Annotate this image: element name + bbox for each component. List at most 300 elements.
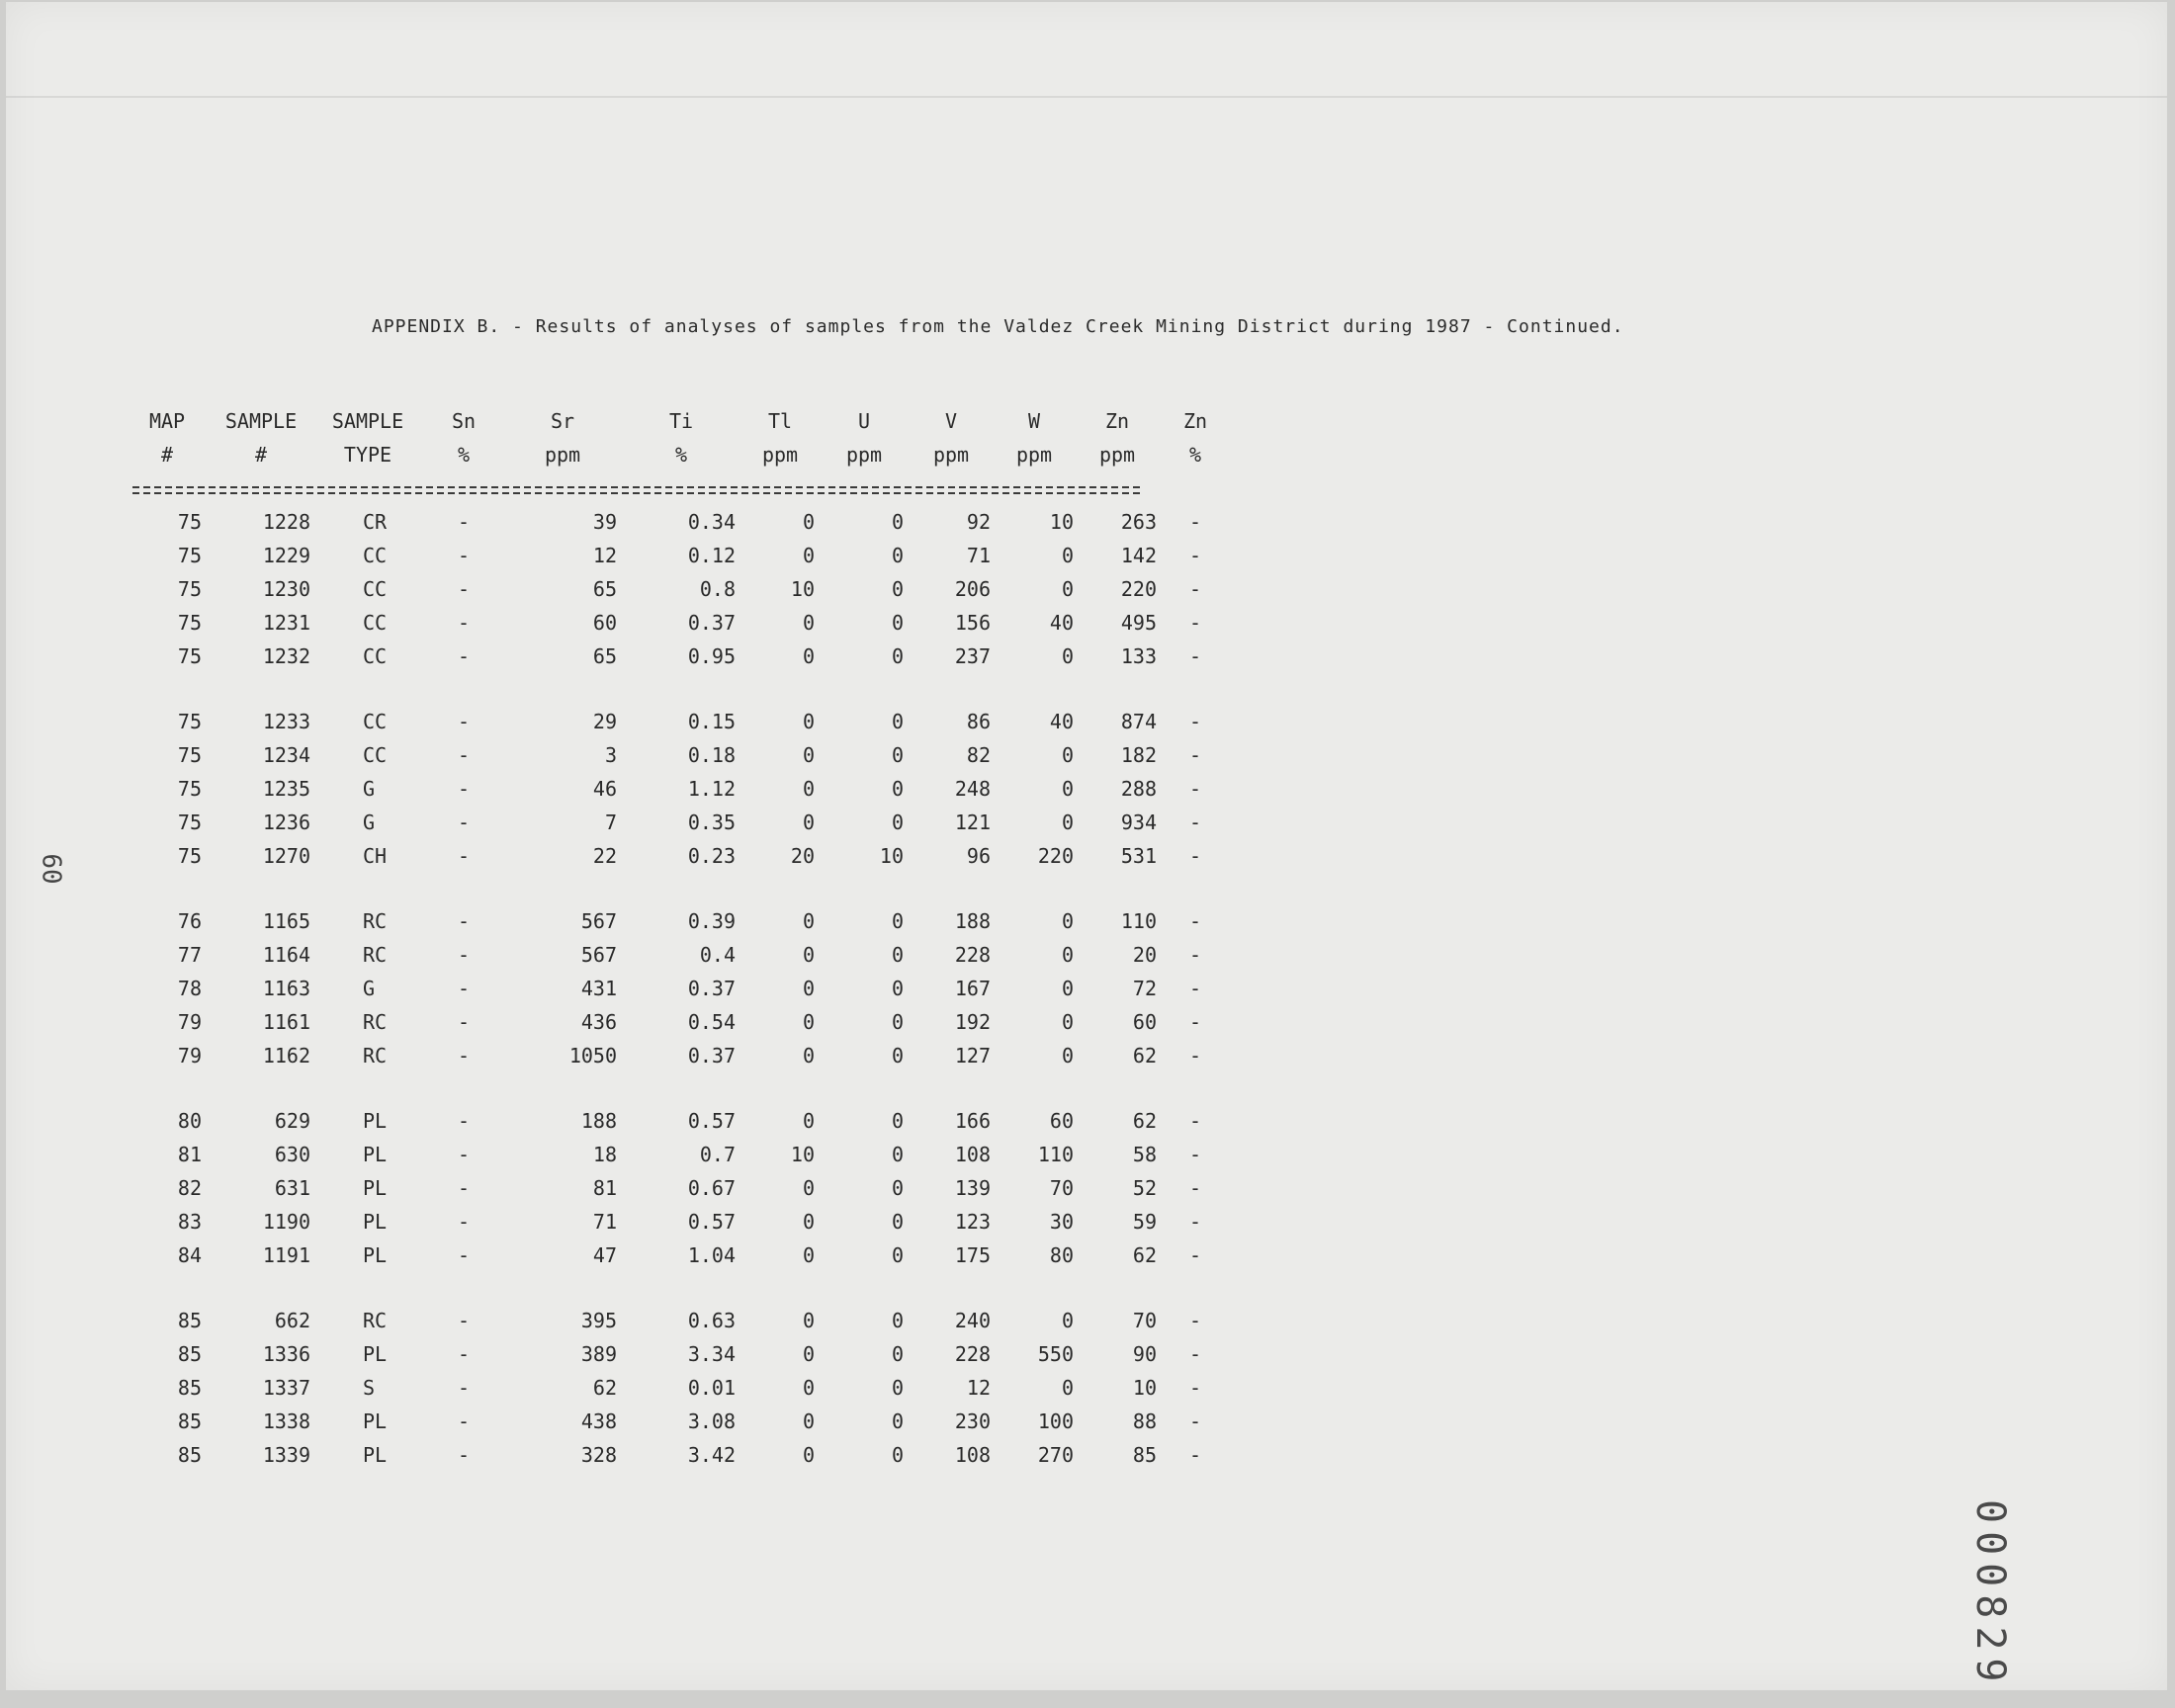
table-cell: 79 bbox=[177, 1044, 202, 1068]
table-cell: 85 bbox=[177, 1309, 202, 1332]
table-cell: 70 bbox=[1132, 1309, 1157, 1332]
column-header: Sr bbox=[550, 409, 575, 433]
table-cell: - bbox=[1188, 811, 1202, 834]
column-header: Ti bbox=[668, 409, 694, 433]
table-row bbox=[132, 1309, 1202, 1342]
table-cell: - bbox=[1188, 943, 1202, 967]
table-cell: 0 bbox=[802, 644, 815, 668]
table-cell: 7 bbox=[604, 811, 617, 834]
table-cell: 240 bbox=[954, 1309, 991, 1332]
table-cell: 0 bbox=[802, 1243, 815, 1267]
table-cell: G bbox=[363, 977, 376, 1000]
table-cell: 192 bbox=[954, 1010, 991, 1034]
table-cell: 0 bbox=[891, 1409, 904, 1433]
table-cell: 1229 bbox=[262, 544, 310, 567]
table-cell: 0 bbox=[802, 1210, 815, 1234]
table-cell: PL bbox=[363, 1109, 388, 1133]
table-cell: 85 bbox=[177, 1443, 202, 1467]
table-cell: 96 bbox=[966, 844, 991, 868]
table-cell: 72 bbox=[1132, 977, 1157, 1000]
table-cell: 0 bbox=[891, 544, 904, 567]
table-cell: 46 bbox=[592, 777, 617, 801]
table-cell: 127 bbox=[954, 1044, 991, 1068]
table-cell: 139 bbox=[954, 1176, 991, 1200]
table-cell: 0 bbox=[1061, 909, 1074, 933]
table-cell: 0 bbox=[802, 909, 815, 933]
table-cell: - bbox=[457, 1443, 471, 1467]
table-cell: 0 bbox=[891, 644, 904, 668]
table-cell: 110 bbox=[1037, 1143, 1074, 1166]
table-cell: 76 bbox=[177, 909, 202, 933]
table-cell: 0.54 bbox=[687, 1010, 736, 1034]
table-row bbox=[132, 1010, 1202, 1044]
table-cell: CC bbox=[363, 611, 388, 635]
table-cell: PL bbox=[363, 1143, 388, 1166]
table-cell: 0 bbox=[891, 1342, 904, 1366]
table-cell: 12 bbox=[966, 1376, 991, 1400]
table-cell: 121 bbox=[954, 811, 991, 834]
column-unit: % bbox=[1188, 443, 1202, 467]
table-cell: 62 bbox=[1132, 1109, 1157, 1133]
table-cell: 3.34 bbox=[687, 1342, 736, 1366]
table-cell: 0 bbox=[802, 1010, 815, 1034]
table-cell: 85 bbox=[177, 1376, 202, 1400]
table-cell: 0.37 bbox=[687, 611, 736, 635]
table-cell: 75 bbox=[177, 710, 202, 733]
column-header: Sn bbox=[451, 409, 477, 433]
table-cell: - bbox=[1188, 743, 1202, 767]
table-cell: 550 bbox=[1037, 1342, 1074, 1366]
table-cell: 0 bbox=[891, 1243, 904, 1267]
table-cell: 0 bbox=[802, 1409, 815, 1433]
table-cell: 1232 bbox=[262, 644, 310, 668]
table-cell: 0.12 bbox=[687, 544, 736, 567]
table-cell: 1234 bbox=[262, 743, 310, 767]
table-cell: - bbox=[457, 544, 471, 567]
table-row bbox=[132, 844, 1202, 878]
table-cell: 0 bbox=[802, 544, 815, 567]
table-cell: 10 bbox=[790, 577, 815, 601]
table-cell: 438 bbox=[580, 1409, 617, 1433]
table-cell: 0 bbox=[891, 577, 904, 601]
table-cell: - bbox=[457, 1210, 471, 1234]
table-cell: 40 bbox=[1049, 611, 1074, 635]
table-row bbox=[132, 544, 1202, 577]
table-cell: 0 bbox=[891, 710, 904, 733]
table-cell: 85 bbox=[177, 1342, 202, 1366]
table-cell: 0 bbox=[802, 1109, 815, 1133]
column-unit: % bbox=[674, 443, 688, 467]
table-row bbox=[132, 644, 1202, 678]
table-cell: 22 bbox=[592, 844, 617, 868]
table-cell: 220 bbox=[1120, 577, 1157, 601]
table-cell: CR bbox=[363, 510, 388, 534]
table-cell: G bbox=[363, 777, 376, 801]
table-cell: 934 bbox=[1120, 811, 1157, 834]
table-cell: CH bbox=[363, 844, 388, 868]
table-cell: 0 bbox=[1061, 1309, 1074, 1332]
table-cell: - bbox=[1188, 611, 1202, 635]
table-cell: 567 bbox=[580, 943, 617, 967]
table-cell: 0.7 bbox=[699, 1143, 736, 1166]
table-row bbox=[132, 1243, 1202, 1277]
table-cell: 0 bbox=[891, 743, 904, 767]
table-row bbox=[132, 1342, 1202, 1376]
group-spacer bbox=[132, 878, 1141, 909]
table-cell: - bbox=[1188, 1176, 1202, 1200]
table-cell: 237 bbox=[954, 644, 991, 668]
table-cell: 1191 bbox=[262, 1243, 310, 1267]
table-cell: 630 bbox=[274, 1143, 310, 1166]
table-row bbox=[132, 777, 1202, 811]
table-cell: 0 bbox=[891, 943, 904, 967]
table-cell: 60 bbox=[592, 611, 617, 635]
table-row bbox=[132, 1210, 1202, 1243]
table-cell: 389 bbox=[580, 1342, 617, 1366]
table-cell: 84 bbox=[177, 1243, 202, 1267]
document-page bbox=[6, 2, 2167, 1690]
column-header: W bbox=[1027, 409, 1041, 433]
group-spacer bbox=[132, 678, 1141, 710]
table-cell: - bbox=[1188, 777, 1202, 801]
table-cell: 1230 bbox=[262, 577, 310, 601]
table-cell: - bbox=[457, 1109, 471, 1133]
table-row bbox=[132, 1409, 1202, 1443]
table-cell: 0.39 bbox=[687, 909, 736, 933]
table-cell: 230 bbox=[954, 1409, 991, 1433]
page-edge-line bbox=[6, 96, 2167, 98]
table-row bbox=[132, 710, 1202, 743]
table-cell: 0 bbox=[891, 909, 904, 933]
table-cell: - bbox=[1188, 1010, 1202, 1034]
table-cell: - bbox=[457, 909, 471, 933]
table-cell: 79 bbox=[177, 1010, 202, 1034]
table-cell: 52 bbox=[1132, 1176, 1157, 1200]
table-cell: 80 bbox=[177, 1109, 202, 1133]
table-cell: - bbox=[1188, 1210, 1202, 1234]
table-cell: 1.04 bbox=[687, 1243, 736, 1267]
document-stamp: 000829 bbox=[1967, 1499, 2013, 1690]
table-cell: 75 bbox=[177, 644, 202, 668]
table-cell: 1339 bbox=[262, 1443, 310, 1467]
table-row bbox=[132, 1109, 1202, 1143]
table-cell: 0 bbox=[1061, 943, 1074, 967]
table-cell: 206 bbox=[954, 577, 991, 601]
table-cell: 108 bbox=[954, 1143, 991, 1166]
table-cell: 85 bbox=[177, 1409, 202, 1433]
results-table bbox=[132, 409, 1208, 1477]
table-cell: 1337 bbox=[262, 1376, 310, 1400]
table-cell: 0 bbox=[802, 977, 815, 1000]
table-cell: 20 bbox=[790, 844, 815, 868]
table-cell: 39 bbox=[592, 510, 617, 534]
table-cell: 156 bbox=[954, 611, 991, 635]
table-cell: 0 bbox=[891, 1443, 904, 1467]
table-cell: 228 bbox=[954, 943, 991, 967]
table-cell: 10 bbox=[1132, 1376, 1157, 1400]
table-cell: PL bbox=[363, 1176, 388, 1200]
table-cell: 0 bbox=[1061, 777, 1074, 801]
column-header: SAMPLE bbox=[224, 409, 298, 433]
table-cell: 0 bbox=[891, 1210, 904, 1234]
table-cell: 166 bbox=[954, 1109, 991, 1133]
table-cell: - bbox=[1188, 1143, 1202, 1166]
table-cell: 188 bbox=[580, 1109, 617, 1133]
table-cell: 0 bbox=[802, 1309, 815, 1332]
column-unit: ppm bbox=[761, 443, 799, 467]
table-cell: 182 bbox=[1120, 743, 1157, 767]
table-cell: 142 bbox=[1120, 544, 1157, 567]
table-cell: 328 bbox=[580, 1443, 617, 1467]
table-cell: 1338 bbox=[262, 1409, 310, 1433]
table-cell: 874 bbox=[1120, 710, 1157, 733]
table-cell: - bbox=[1188, 1409, 1202, 1433]
table-cell: - bbox=[1188, 644, 1202, 668]
table-cell: 0 bbox=[891, 811, 904, 834]
table-cell: 1228 bbox=[262, 510, 310, 534]
table-cell: PL bbox=[363, 1210, 388, 1234]
table-cell: 71 bbox=[966, 544, 991, 567]
table-cell: 77 bbox=[177, 943, 202, 967]
column-header: U bbox=[857, 409, 871, 433]
table-cell: 0 bbox=[802, 1176, 815, 1200]
table-cell: 75 bbox=[177, 577, 202, 601]
column-unit: ppm bbox=[544, 443, 581, 467]
table-cell: 0 bbox=[891, 1044, 904, 1068]
column-unit: # bbox=[160, 443, 174, 467]
table-cell: 30 bbox=[1049, 1210, 1074, 1234]
table-cell: 0.63 bbox=[687, 1309, 736, 1332]
table-cell: 0 bbox=[802, 1443, 815, 1467]
table-cell: 65 bbox=[592, 577, 617, 601]
table-cell: - bbox=[457, 1376, 471, 1400]
table-cell: 18 bbox=[592, 1143, 617, 1166]
table-row bbox=[132, 1143, 1202, 1176]
table-cell: - bbox=[457, 1309, 471, 1332]
table-cell: 1165 bbox=[262, 909, 310, 933]
table-cell: - bbox=[457, 1243, 471, 1267]
page-title: APPENDIX B. - Results of analyses of samples from the Valdez Creek Mining District during 1987 - Continued. bbox=[372, 316, 1624, 337]
table-cell: - bbox=[457, 644, 471, 668]
table-cell: 0 bbox=[1061, 544, 1074, 567]
table-cell: 175 bbox=[954, 1243, 991, 1267]
table-cell: CC bbox=[363, 644, 388, 668]
group-spacer bbox=[132, 1277, 1141, 1309]
table-cell: - bbox=[1188, 977, 1202, 1000]
table-cell: RC bbox=[363, 1010, 388, 1034]
table-cell: 0 bbox=[802, 710, 815, 733]
table-cell: - bbox=[1188, 544, 1202, 567]
table-cell: 85 bbox=[1132, 1443, 1157, 1467]
table-cell: 0 bbox=[802, 611, 815, 635]
table-row bbox=[132, 743, 1202, 777]
table-cell: 0.8 bbox=[699, 577, 736, 601]
table-cell: 395 bbox=[580, 1309, 617, 1332]
table-cell: 75 bbox=[177, 811, 202, 834]
table-cell: 10 bbox=[790, 1143, 815, 1166]
double-dash-rule bbox=[132, 480, 1141, 500]
table-cell: 82 bbox=[177, 1176, 202, 1200]
column-header: MAP bbox=[148, 409, 186, 433]
table-cell: 0 bbox=[891, 977, 904, 1000]
table-cell: 0 bbox=[802, 1044, 815, 1068]
table-cell: 188 bbox=[954, 909, 991, 933]
table-row bbox=[132, 577, 1202, 611]
table-cell: 0 bbox=[802, 1376, 815, 1400]
table-cell: 86 bbox=[966, 710, 991, 733]
table-cell: - bbox=[1188, 1376, 1202, 1400]
table-cell: 1270 bbox=[262, 844, 310, 868]
table-cell: 0 bbox=[891, 1010, 904, 1034]
table-cell: - bbox=[457, 611, 471, 635]
table-cell: 62 bbox=[1132, 1044, 1157, 1068]
table-cell: 75 bbox=[177, 544, 202, 567]
table-cell: 3 bbox=[604, 743, 617, 767]
table-cell: 81 bbox=[177, 1143, 202, 1166]
table-cell: 20 bbox=[1132, 943, 1157, 967]
table-cell: 82 bbox=[966, 743, 991, 767]
table-cell: 629 bbox=[274, 1109, 310, 1133]
table-cell: 495 bbox=[1120, 611, 1157, 635]
column-header: V bbox=[944, 409, 958, 433]
table-cell: - bbox=[1188, 710, 1202, 733]
table-cell: 1235 bbox=[262, 777, 310, 801]
table-cell: - bbox=[457, 743, 471, 767]
table-cell: 288 bbox=[1120, 777, 1157, 801]
table-cell: 80 bbox=[1049, 1243, 1074, 1267]
table-cell: 0.34 bbox=[687, 510, 736, 534]
table-cell: 110 bbox=[1120, 909, 1157, 933]
table-row bbox=[132, 1443, 1202, 1477]
table-cell: - bbox=[1188, 1243, 1202, 1267]
table-cell: 0.15 bbox=[687, 710, 736, 733]
table-cell: 83 bbox=[177, 1210, 202, 1234]
table-cell: 59 bbox=[1132, 1210, 1157, 1234]
table-cell: 436 bbox=[580, 1010, 617, 1034]
table-cell: 0 bbox=[891, 777, 904, 801]
table-cell: 0.37 bbox=[687, 977, 736, 1000]
table-cell: 1190 bbox=[262, 1210, 310, 1234]
table-cell: 0 bbox=[891, 611, 904, 635]
table-cell: - bbox=[1188, 1342, 1202, 1366]
table-cell: 1050 bbox=[568, 1044, 617, 1068]
table-cell: 631 bbox=[274, 1176, 310, 1200]
table-cell: - bbox=[457, 943, 471, 967]
table-row bbox=[132, 811, 1202, 844]
table-cell: 0 bbox=[891, 1309, 904, 1332]
table-cell: - bbox=[457, 844, 471, 868]
table-row bbox=[132, 943, 1202, 977]
table-cell: 0 bbox=[802, 743, 815, 767]
table-cell: 92 bbox=[966, 510, 991, 534]
table-cell: 0 bbox=[891, 1143, 904, 1166]
table-row bbox=[132, 909, 1202, 943]
column-header: Zn bbox=[1182, 409, 1208, 433]
table-cell: 3.08 bbox=[687, 1409, 736, 1433]
table-cell: 0.18 bbox=[687, 743, 736, 767]
table-cell: 0 bbox=[891, 1376, 904, 1400]
column-header: Tl bbox=[767, 409, 793, 433]
table-cell: RC bbox=[363, 909, 388, 933]
column-unit: ppm bbox=[1098, 443, 1136, 467]
table-row bbox=[132, 977, 1202, 1010]
table-cell: PL bbox=[363, 1409, 388, 1433]
table-cell: 75 bbox=[177, 777, 202, 801]
table-cell: - bbox=[1188, 909, 1202, 933]
table-cell: 47 bbox=[592, 1243, 617, 1267]
column-unit: ppm bbox=[932, 443, 970, 467]
table-cell: CC bbox=[363, 743, 388, 767]
column-unit: # bbox=[254, 443, 268, 467]
table-cell: 0 bbox=[802, 1342, 815, 1366]
table-cell: - bbox=[1188, 1443, 1202, 1467]
table-cell: 29 bbox=[592, 710, 617, 733]
group-spacer bbox=[132, 1077, 1141, 1109]
table-cell: 60 bbox=[1049, 1109, 1074, 1133]
table-cell: 62 bbox=[592, 1376, 617, 1400]
table-cell: 75 bbox=[177, 743, 202, 767]
table-cell: 0.23 bbox=[687, 844, 736, 868]
table-row bbox=[132, 510, 1202, 544]
table-cell: - bbox=[1188, 1309, 1202, 1332]
table-cell: 3.42 bbox=[687, 1443, 736, 1467]
table-cell: 70 bbox=[1049, 1176, 1074, 1200]
table-cell: 0.57 bbox=[687, 1210, 736, 1234]
table-cell: - bbox=[457, 811, 471, 834]
table-cell: 1236 bbox=[262, 811, 310, 834]
table-cell: 10 bbox=[1049, 510, 1074, 534]
table-cell: 531 bbox=[1120, 844, 1157, 868]
table-cell: - bbox=[1188, 1109, 1202, 1133]
table-cell: - bbox=[457, 977, 471, 1000]
table-cell: - bbox=[1188, 844, 1202, 868]
column-unit: TYPE bbox=[343, 443, 392, 467]
table-cell: 0.37 bbox=[687, 1044, 736, 1068]
table-cell: 0 bbox=[891, 510, 904, 534]
table-cell: 1336 bbox=[262, 1342, 310, 1366]
table-cell: 228 bbox=[954, 1342, 991, 1366]
table-cell: 40 bbox=[1049, 710, 1074, 733]
table-cell: - bbox=[457, 1409, 471, 1433]
table-cell: 248 bbox=[954, 777, 991, 801]
table-cell: RC bbox=[363, 1044, 388, 1068]
table-cell: 1231 bbox=[262, 611, 310, 635]
table-cell: RC bbox=[363, 943, 388, 967]
table-cell: G bbox=[363, 811, 376, 834]
table-cell: 0 bbox=[1061, 577, 1074, 601]
table-cell: 88 bbox=[1132, 1409, 1157, 1433]
table-cell: 0 bbox=[891, 1109, 904, 1133]
table-cell: - bbox=[457, 710, 471, 733]
table-cell: PL bbox=[363, 1243, 388, 1267]
table-cell: 1164 bbox=[262, 943, 310, 967]
table-cell: 431 bbox=[580, 977, 617, 1000]
table-cell: 100 bbox=[1037, 1409, 1074, 1433]
table-cell: PL bbox=[363, 1443, 388, 1467]
column-unit: % bbox=[457, 443, 471, 467]
table-cell: 65 bbox=[592, 644, 617, 668]
table-cell: 0.95 bbox=[687, 644, 736, 668]
table-cell: 0 bbox=[1061, 977, 1074, 1000]
table-row bbox=[132, 1376, 1202, 1409]
table-cell: 123 bbox=[954, 1210, 991, 1234]
table-cell: 0 bbox=[1061, 743, 1074, 767]
table-cell: 62 bbox=[1132, 1243, 1157, 1267]
table-cell: 1.12 bbox=[687, 777, 736, 801]
table-cell: 75 bbox=[177, 510, 202, 534]
table-cell: PL bbox=[363, 1342, 388, 1366]
table-cell: - bbox=[457, 777, 471, 801]
